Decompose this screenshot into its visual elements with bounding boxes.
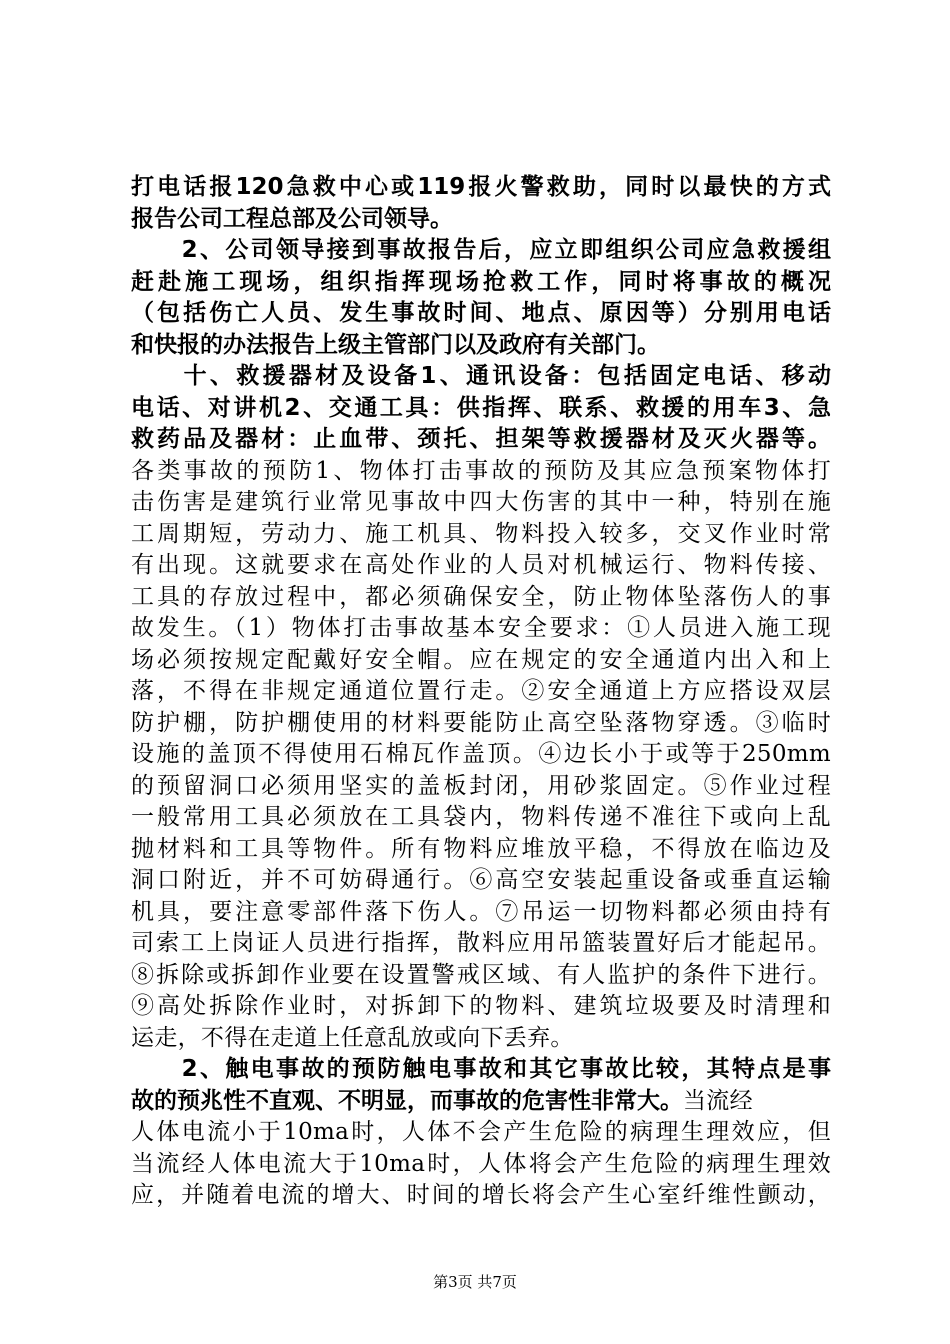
text-line: 洞口附近，并不可妨碍通行。⑥高空安装起重设备或垂直运输: [131, 867, 831, 893]
text-line: 电话、对讲机2、交通工具：供指挥、联系、救援的用车3、急: [131, 394, 831, 421]
text-line: 当流经人体电流大于10ma时，人体将会产生危险的病理生理效: [131, 1150, 831, 1177]
text-line: 司索工上岗证人员进行指挥，散料应用吊篮装置好后才能起吊。: [131, 930, 831, 956]
body-text: [131, 172, 831, 1212]
text-line: 打电话报120急救中心或119报火警救助，同时以最快的方式: [131, 174, 831, 200]
text-line: 落，不得在非规定通道位置行走。②安全通道上方应搭设双层: [131, 678, 831, 704]
text-line: 工具的存放过程中，都必须确保安全，防止物体坠落伤人的事: [131, 583, 831, 610]
text-line: 十、救援器材及设备1、通讯设备：包括固定电话、移动: [131, 363, 831, 389]
text-line: 报告公司工程总部及公司领导。: [131, 205, 453, 232]
text-line: 的预留洞口必须用坚实的盖板封闭，用砂浆固定。⑤作业过程: [131, 772, 831, 799]
text-line: 机具，要注意零部件落下伤人。⑦吊运一切物料都必须由持有: [131, 898, 831, 925]
text-line: 运走，不得在走道上任意乱放或向下丢弃。: [131, 1024, 574, 1051]
text-line-bold-part: 故的预兆性不直观、不明显，而事故的危害性非常大。: [131, 1087, 683, 1114]
text-line: 设施的盖顶不得使用石棉瓦作盖顶。④边长小于或等于250mm: [131, 741, 831, 767]
text-line: 和快报的办法报告上级主管部门以及政府有关部门。: [131, 331, 660, 358]
text-line: 故发生。（1）物体打击事故基本安全要求：①人员进入施工现: [131, 615, 831, 641]
text-line: 应，并随着电流的增大、时间的增长将会产生心室纤维性颤动，: [131, 1182, 831, 1208]
text-line: ⑧拆除或拆卸作业要在设置警戒区域、有人监护的条件下进行。: [131, 961, 831, 988]
text-line: 赶赴施工现场，组织指挥现场抢救工作，同时将事故的概况: [131, 268, 831, 295]
text-line: 工周期短，劳动力、施工机具、物料投入较多，交叉作业时常: [131, 520, 831, 547]
text-line: 有出现。这就要求在高处作业的人员对机械运行、物料传接、: [131, 552, 831, 578]
text-line: （包括伤亡人员、发生事故时间、地点、原因等）分别用电话: [131, 300, 831, 326]
text-line: 2、触电事故的预防触电事故和其它事故比较，其特点是事: [131, 1056, 831, 1082]
text-line: 场必须按规定配戴好安全帽。应在规定的安全通道内出入和上: [131, 646, 831, 673]
text-line: 击伤害是建筑行业常见事故中四大伤害的其中一种，特别在施: [131, 489, 831, 515]
text-line: 防护棚，防护棚使用的材料要能防止高空坠落物穿透。③临时: [131, 709, 831, 736]
text-line: 各类事故的预防1、物体打击事故的预防及其应急预案物体打: [131, 457, 831, 484]
text-line: 人体电流小于10ma时，人体不会产生危险的病理生理效应，但: [131, 1119, 831, 1145]
text-line: 一般常用工具必须放在工具袋内，物料传递不准往下或向上乱: [131, 804, 831, 830]
text-line: ⑨高处拆除作业时，对拆卸下的物料、建筑垃圾要及时清理和: [131, 993, 831, 1019]
text-line: 2、公司领导接到事故报告后，应立即组织公司应急救援组: [131, 237, 831, 263]
text-line: 救药品及器材：止血带、颈托、担架等救援器材及灭火器等。: [131, 426, 831, 452]
page-footer: 第3页 共7页: [433, 1273, 517, 1291]
text-line-regular-part: 当流经: [683, 1087, 753, 1114]
text-line: [131, 1086, 831, 1118]
text-line: 抛材料和工具等物件。所有物料应堆放平稳，不得放在临边及: [131, 835, 831, 862]
